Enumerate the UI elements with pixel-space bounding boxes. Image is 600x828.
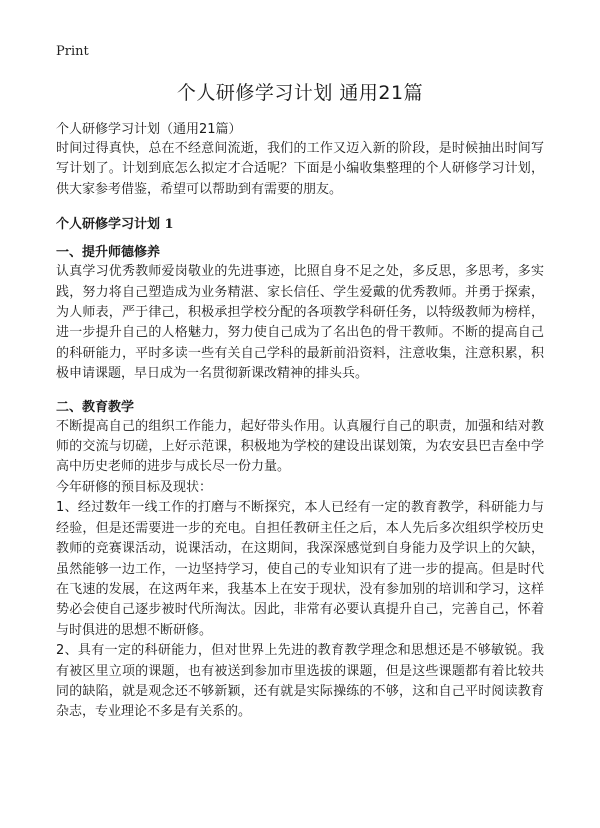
intro-paragraph: 时间过得真快，总在不经意间流逝，我们的工作又迈入新的阶段，是时候抽出时间写写计划了。计划到底怎么拟定才合适呢？下面是小编收集整理的个人研修学习计划，供大家参考借鉴，希望可以帮助到有需要的朋友。 — [56, 141, 544, 197]
document-subtitle: 个人研修学习计划（通用21篇） — [56, 122, 242, 137]
print-link[interactable]: Print — [56, 44, 89, 59]
section-heading-teaching: 二、教育教学 — [56, 399, 135, 415]
section-body-teaching: 不断提高自己的组织工作能力，起好带头作用。认真履行自己的职责，加强和结对教师的交流与切磋，上好示范课，积极地为学校的建设出谋划策，为农安县巴吉垒中学高中历史老师的进步与成长尽一份力量。 — [56, 418, 544, 475]
goals-heading: 今年研修的预目标及现状： — [56, 479, 213, 495]
goal-item-2: 2、具有一定的科研能力，但对世界上先进的教育教学理念和思想还是不够敏锐。我有被区里立项的课题，也有被送到参加市里选拔的课题，但是这些课题都有着比较共同的缺陷，就是观念还不够新颖，还有就是实际操练的不够，这和自己平时阅读教育杂志，专业理论不多是有关系的。 — [56, 643, 544, 720]
document-title: 个人研修学习计划 通用21篇 — [176, 82, 424, 104]
section-heading-ethics: 一、提升师德修养 — [56, 245, 161, 261]
section-body-ethics: 认真学习优秀教师爱岗敬业的先进事迹，比照自身不足之处，多反思，多思考，多实践，努力将自己塑造成为业务精湛、家长信任、学生爱戴的优秀教师。并勇于探索，为人师表，严于律己，积极承担学校分配的各项教学科研任务，以特级教师为榜样，进一步提升自己的人格魅力，努力使自己成为了名出色的骨干教师。不断的提高自己的科研能力，平时多读一些有关自己学科的最新前沿资料，注意收集，注意积累，积极申请课题，早日成为一名贯彻新课改精神的排头兵。 — [56, 264, 544, 382]
goal-item-1: 1、经过数年一线工作的打磨与不断探究，本人已经有一定的教育教学，科研能力与经验，但是还需要进一步的充电。自担任教研主任之后，本人先后多次组织学校历史教师的竞赛课活动，说课活动，在这期间，我深深感觉到自身能力及学识上的欠缺，虽然能够一边工作，一边坚持学习，使自己的专业知识有了进一步的提高。但是时代在飞速的发展，在这两年来，我基本上在安于现状，没有参加别的培训和学习，这样势必会使自己逐步被时代所淘汰。因此，非常有必要认真提升自己，完善自己，怀着与时俱进的思想不断研修。 — [56, 500, 544, 638]
plan-heading: 个人研修学习计划 1 — [56, 217, 174, 233]
